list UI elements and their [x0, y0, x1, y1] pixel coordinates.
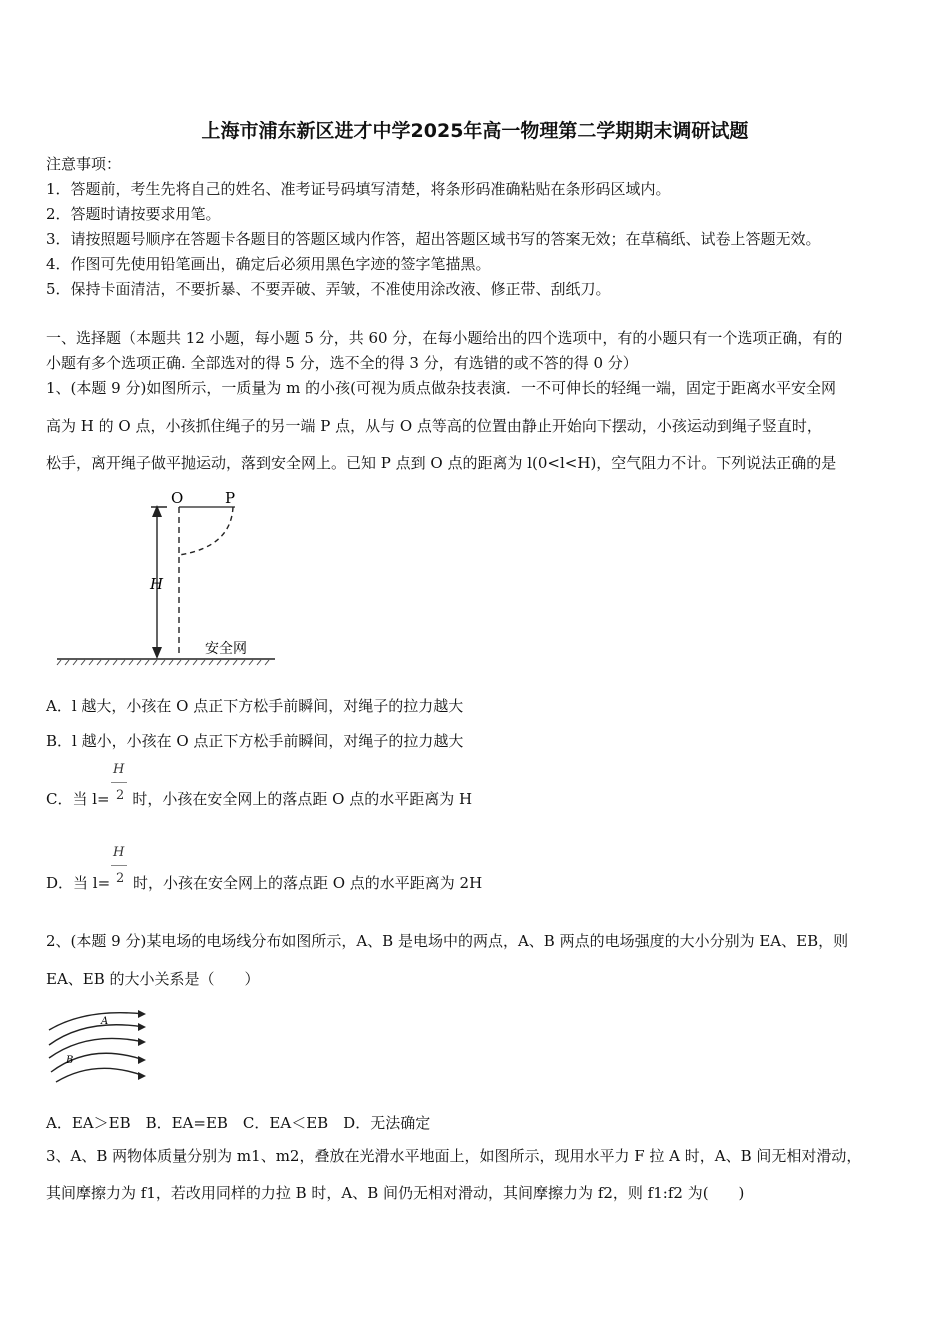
label-P: P [225, 489, 236, 507]
q2-options: A．EA＞EB B．EA=EB C．EA＜EB D．无法确定 [46, 1114, 431, 1132]
q1-stem: 高为 H 的 O 点，小孩抓住绳子的另一端 P 点，从与 O 点等高的位置由静止开始向下摆动，小孩运动到绳子竖直时， [46, 417, 822, 435]
q1-option-c [46, 788, 472, 809]
q1-option-a: A．l 越大，小孩在 O 点正下方松手前瞬间，对绳子的拉力越大 [46, 697, 464, 715]
notice-item: 3．请按照题号顺序在答题卡各题目的答题区域内作答，超出答题区域书写的答案无效；在草稿纸、试卷上答题无效。 [46, 230, 821, 248]
q3-stem: 其间摩擦力为 f1，若改用同样的力拉 B 时，A、B 间仍无相对滑动，其间摩擦力为 f2，则 f1:f2 为( ) [46, 1184, 745, 1202]
notice-heading: 注意事项： [46, 155, 122, 173]
label-net: 安全网 [205, 641, 247, 657]
fraction-numerator: H [113, 845, 125, 860]
notice-item: 4．作图可先使用铅笔画出，确定后必须用黑色字迹的签字笔描黑。 [46, 255, 491, 273]
q1-option-c-text: 时，小孩在安全网上的落点距 O 点的水平距离为 H [127, 790, 473, 808]
page-title: 上海市浦东新区进才中学2025年高一物理第二学期期末调研试题 [201, 120, 749, 142]
label-H: H [150, 575, 164, 593]
label-O: O [171, 489, 184, 507]
label-B: B [66, 1055, 74, 1066]
q3-stem: 3、A、B 两物体质量分别为 m1、m2，叠放在光滑水平地面上，如图所示，现用水平力 F 拉 A 时，A、B 间无相对滑动， [46, 1147, 862, 1165]
section-heading-cont: 小题有多个选项正确. 全部选对的得 5 分，选不全的得 3 分，有选错的或不答的得 0 分） [46, 354, 638, 372]
q1-option-b: B．l 越小，小孩在 O 点正下方松手前瞬间，对绳子的拉力越大 [46, 732, 464, 750]
q1-option-d-text: 时，小孩在安全网上的落点距 O 点的水平距离为 2H [128, 874, 483, 892]
q2-stem: 2、(本题 9 分)某电场的电场线分布如图所示，A、B 是电场中的两点，A、B 两点的电场强度的大小分别为 EA、EB，则 [46, 932, 849, 950]
q1-stem: 1、(本题 9 分)如图所示，一质量为 m 的小孩(可视为质点做杂技表演．一不可伸长的轻绳一端，固定于距离水平安全网 [46, 379, 836, 397]
section-heading: 一、选择题（本题共 12 小题，每小题 5 分，共 60 分，在每小题给出的四个选项中，有的小题只有一个选项正确，有的 [46, 329, 843, 347]
fraction-numerator: H [113, 762, 125, 777]
notice-item: 5．保持卡面清洁，不要折暴、不要弄破、弄皱，不准使用涂改液、修正带、刮纸刀。 [46, 280, 611, 298]
q2-stem: EA、EB 的大小关系是（ ） [46, 970, 260, 988]
notice-item: 2．答题时请按要求用笔。 [46, 205, 221, 223]
q1-option-c-prefix: C．当 l= [46, 790, 110, 808]
q2-figure [46, 1000, 156, 1085]
fraction-denominator: 2 [116, 871, 125, 886]
label-A: A [101, 1016, 109, 1027]
q1-figure [55, 485, 285, 670]
notice-item: 1．答题前，考生先将自己的姓名、准考证号码填写清楚，将条形码准确粘贴在条形码区域内。 [46, 180, 671, 198]
q1-option-d-prefix: D．当 l= [46, 874, 111, 892]
q1-stem: 松手，离开绳子做平抛运动，落到安全网上。已知 P 点到 O 点的距离为 l(0<l<H)，空气阻力不计。下列说法正确的是 [46, 454, 837, 472]
fraction-denominator: 2 [116, 788, 125, 803]
fraction-bar [111, 782, 127, 783]
fraction-bar [111, 865, 127, 866]
q1-option-d [46, 872, 482, 893]
